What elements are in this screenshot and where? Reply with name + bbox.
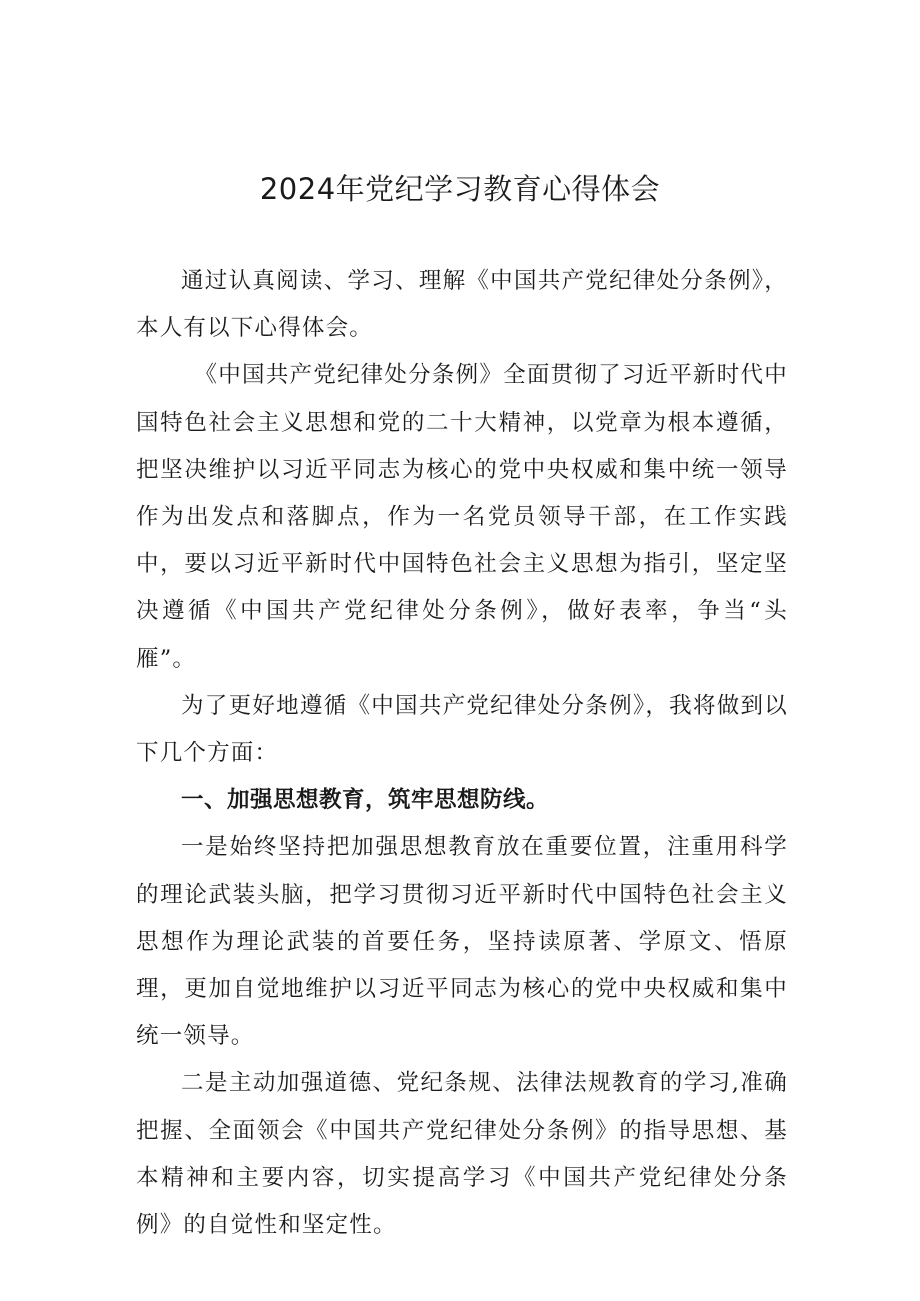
point-one-paragraph: 一是始终坚持把加强思想教育放在重要位置，注重用科学的理论武装头脑，把学习贯彻习近平新时代中国特色社会主义思想作为理论武装的首要任务，坚持读原著、学原文、悟原理，更加自觉地维护以习近平同志为核心的党中央权威和集中统一领导。 xyxy=(136,834,788,1050)
document-body xyxy=(136,258,788,1249)
intro-paragraph: 通过认真阅读、学习、理解《中国共产党纪律处分条例》，本人有以下心得体会。 xyxy=(136,268,788,342)
document-title: 2024年党纪学习教育心得体会 xyxy=(259,172,661,206)
commitment-paragraph: 为了更好地遵循《中国共产党纪律处分条例》，我将做到以下几个方面： xyxy=(136,692,788,767)
section-heading-1: 一、加强思想教育，筑牢思想防线。 xyxy=(181,787,550,814)
regulation-summary-paragraph: 《中国共产党纪律处分条例》全面贯彻了习近平新时代中国特色社会主义思想和党的二十大精神，以党章为根本遵循，把坚决维护以习近平同志为核心的党中央权威和集中统一领导作为出发点和落脚点，作为一名党员领导干部，在工作实践中，要以习近平新时代中国特色社会主义思想为指引，坚定坚决遵循《中国共产党纪律处分条例》，做好表率，争当“头雁”。 xyxy=(136,362,788,672)
point-two-paragraph: 二是主动加强道德、党纪条规、法律法规教育的学习,准确把握、全面领会《中国共产党纪律处分条例》的指导思想、基本精神和主要内容，切实提高学习《中国共产党纪律处分条例》的自觉性和坚定性。 xyxy=(136,1070,788,1239)
